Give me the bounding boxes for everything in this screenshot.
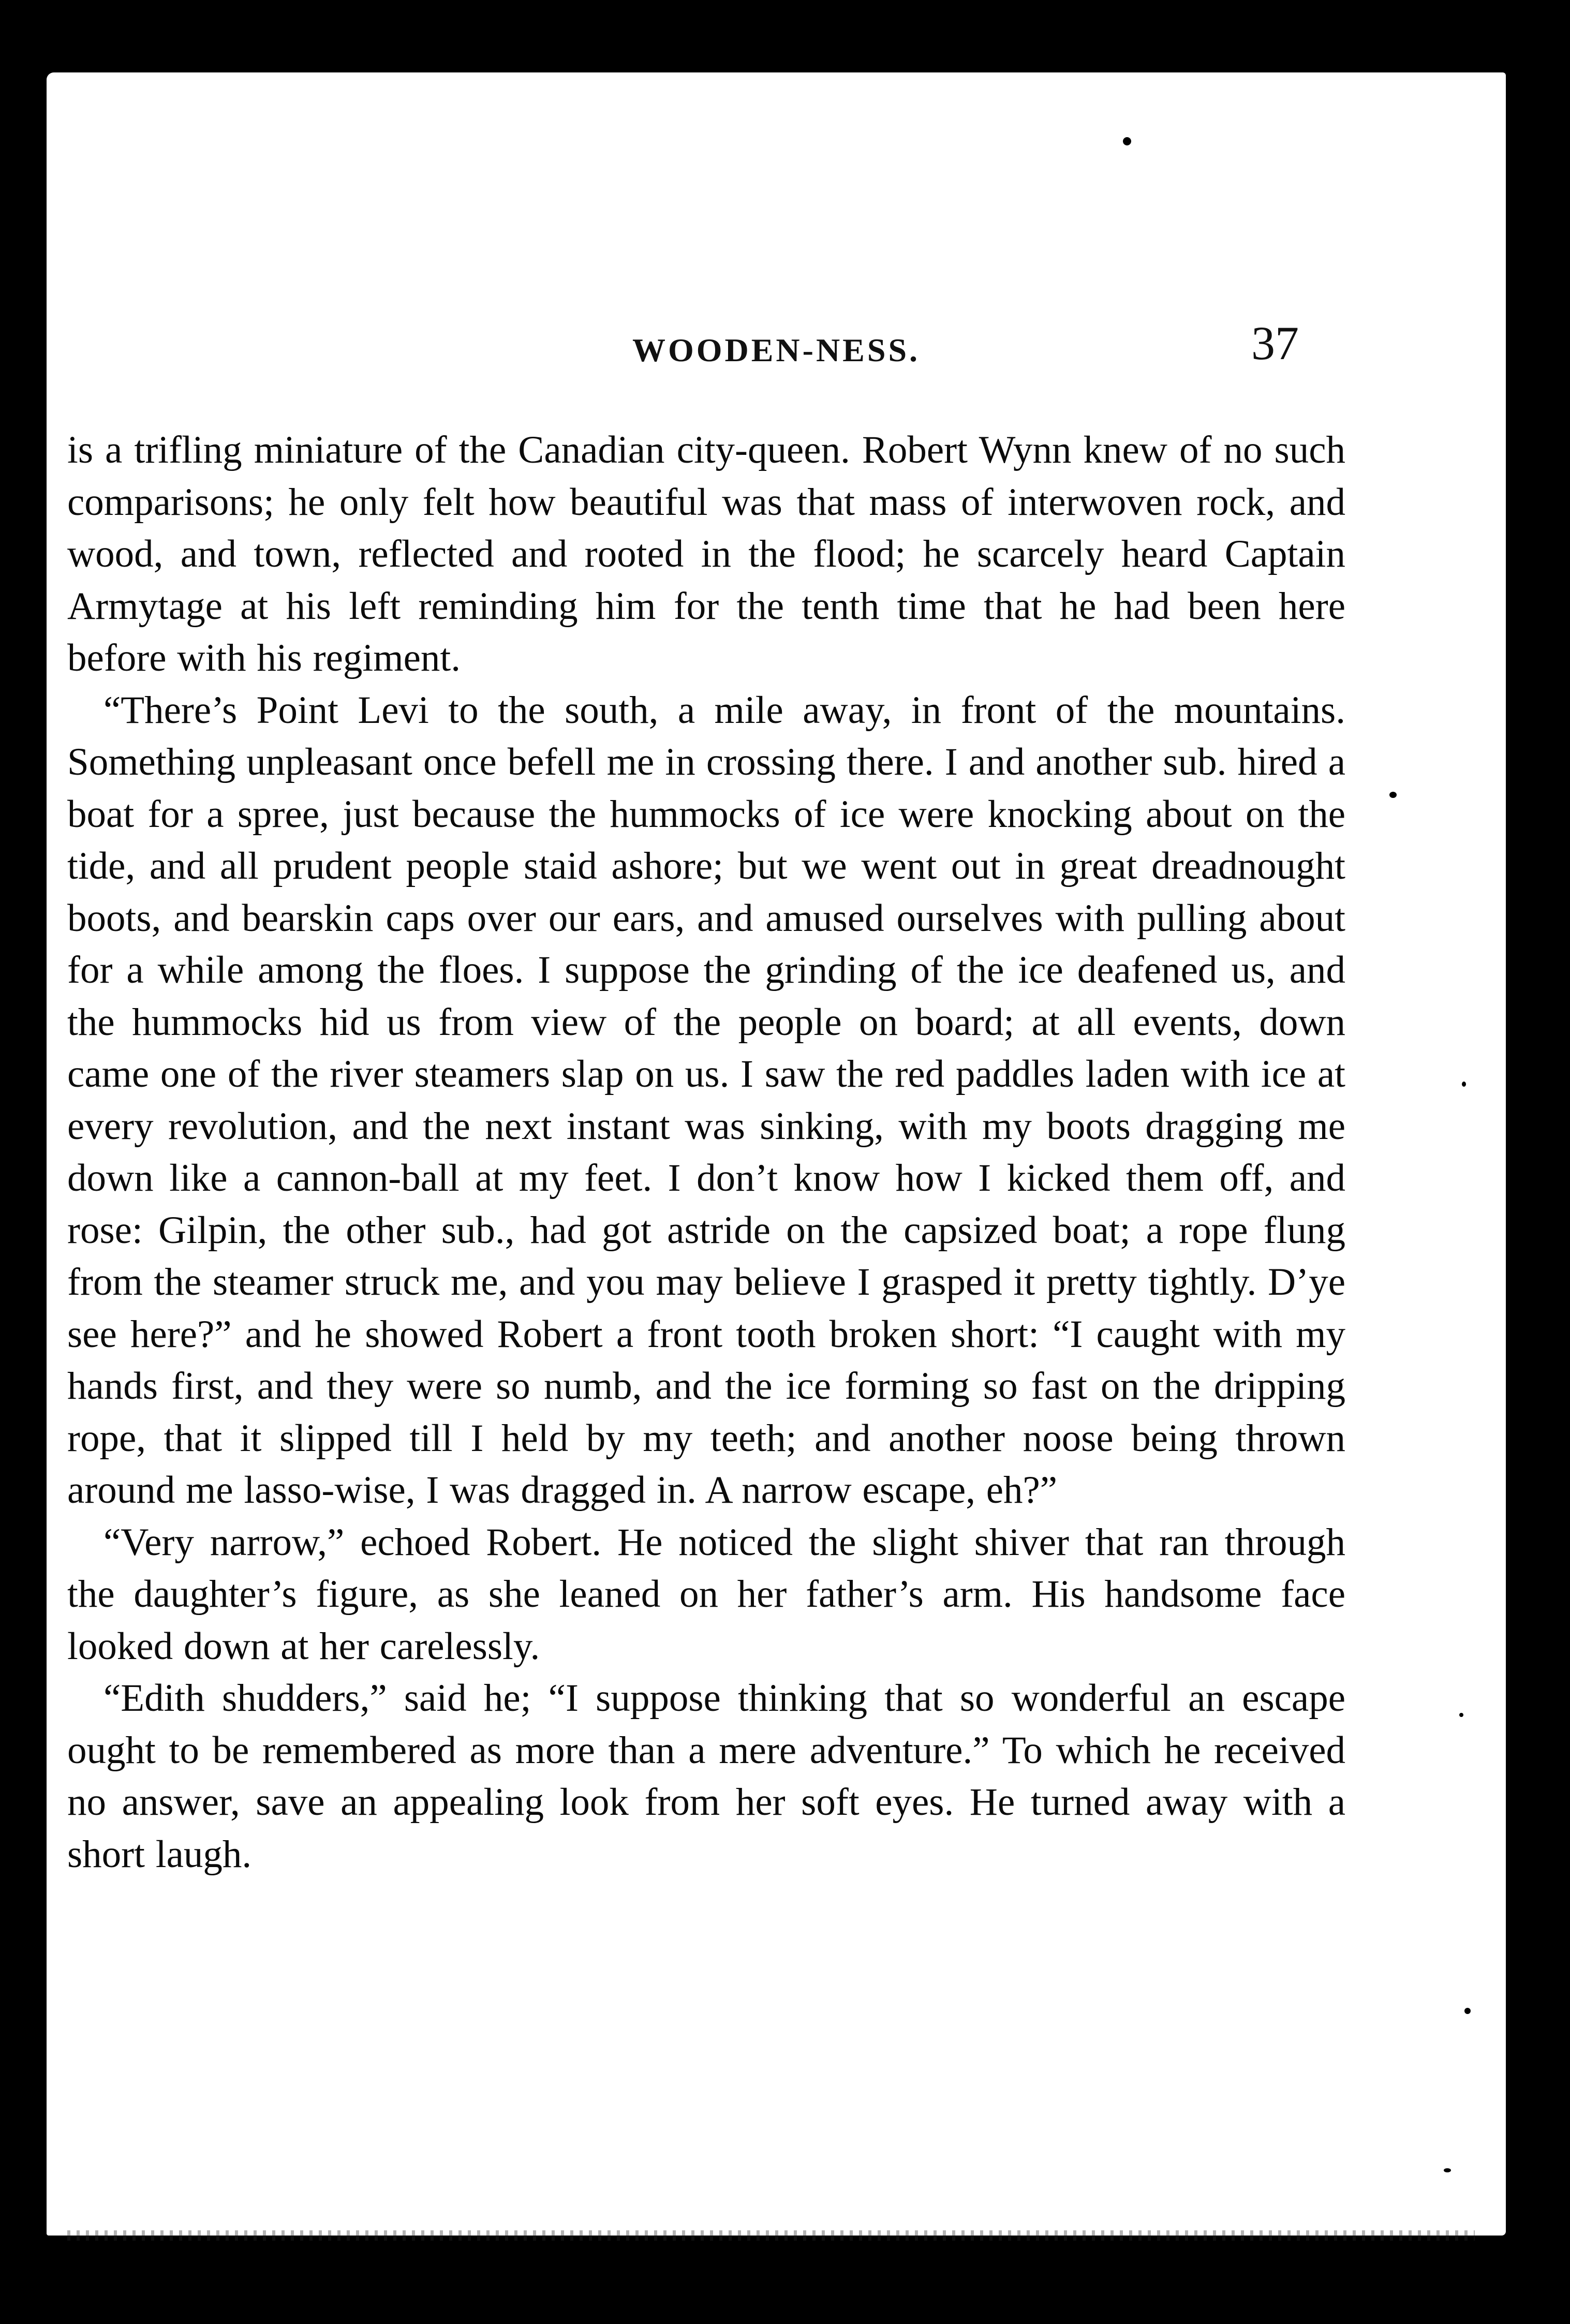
ink-speck — [1462, 1082, 1466, 1087]
ink-speck — [1444, 2168, 1451, 2172]
ink-speck — [1464, 2008, 1471, 2014]
scan-edge-noise — [67, 2230, 1475, 2241]
paragraph: is a trifling miniature of the Canadian city-queen. Robert Wynn knew of no such comparisons; he only felt how beautiful was that mass of interwoven rock, and wood, and town, reflected and rooted in the flood; he scarcely heard Captain Armytage at his left reminding him for the tenth time that he had been here before with his regiment. — [67, 428, 1345, 679]
body-text — [67, 424, 1345, 1881]
paragraph: “Very narrow,” echoed Robert. He noticed the slight shiver that ran through the daughter’s figure, as she leaned on her father’s arm. His handsome face looked down at her carelessly. — [67, 1520, 1345, 1668]
paragraph: “Edith shudders,” said he; “I suppose thinking that so wonderful an escape ought to be remembered as more than a mere adventure.” To which he received no answer, save an appealing look from her soft eyes. He turned away with a short laugh. — [67, 1677, 1345, 1876]
ink-speck — [1389, 792, 1397, 798]
page-number: 37 — [1251, 317, 1299, 369]
running-title: WOODEN-NESS. — [632, 332, 921, 368]
ink-speck — [1459, 1713, 1463, 1717]
ink-speck — [1123, 137, 1131, 145]
page-header — [47, 316, 1506, 378]
book-page — [47, 72, 1506, 2236]
paragraph: “There’s Point Levi to the south, a mile away, in front of the mountains. Something unpleasant once befell me in crossing there. I and another sub. hired a boat for a spree, just because the hummocks of ice were knocking about on the tide, and all prudent people staid ashore; but we went out in great dreadnought boots, and bearskin caps over our ears, and amused ourselves with pulling about for a while among the floes. I suppose the grinding of the ice deafened us, and the hummocks hid us from view of the people on board; at all events, down came one of the river steamers slap on us. I saw the red paddles laden with ice at every revolution, and the next instant was sinking, with my boots dragging me down like a cannon-ball at my feet. I don’t know how I kicked them off, and rose: Gilpin, the other sub., had got astride on the capsized boat; a rope flung from the steamer struck me, and you may believe I grasped it pretty tightly. D’ye see here?” and he showed Robert a front tooth broken short: “I caught with my hands first, and they were so numb, and the ice forming so fast on the dripping rope, that it slipped till I held by my teeth; and another noose being thrown around me lasso-wise, I was dragged in. A narrow escape, eh?” — [67, 688, 1345, 1512]
